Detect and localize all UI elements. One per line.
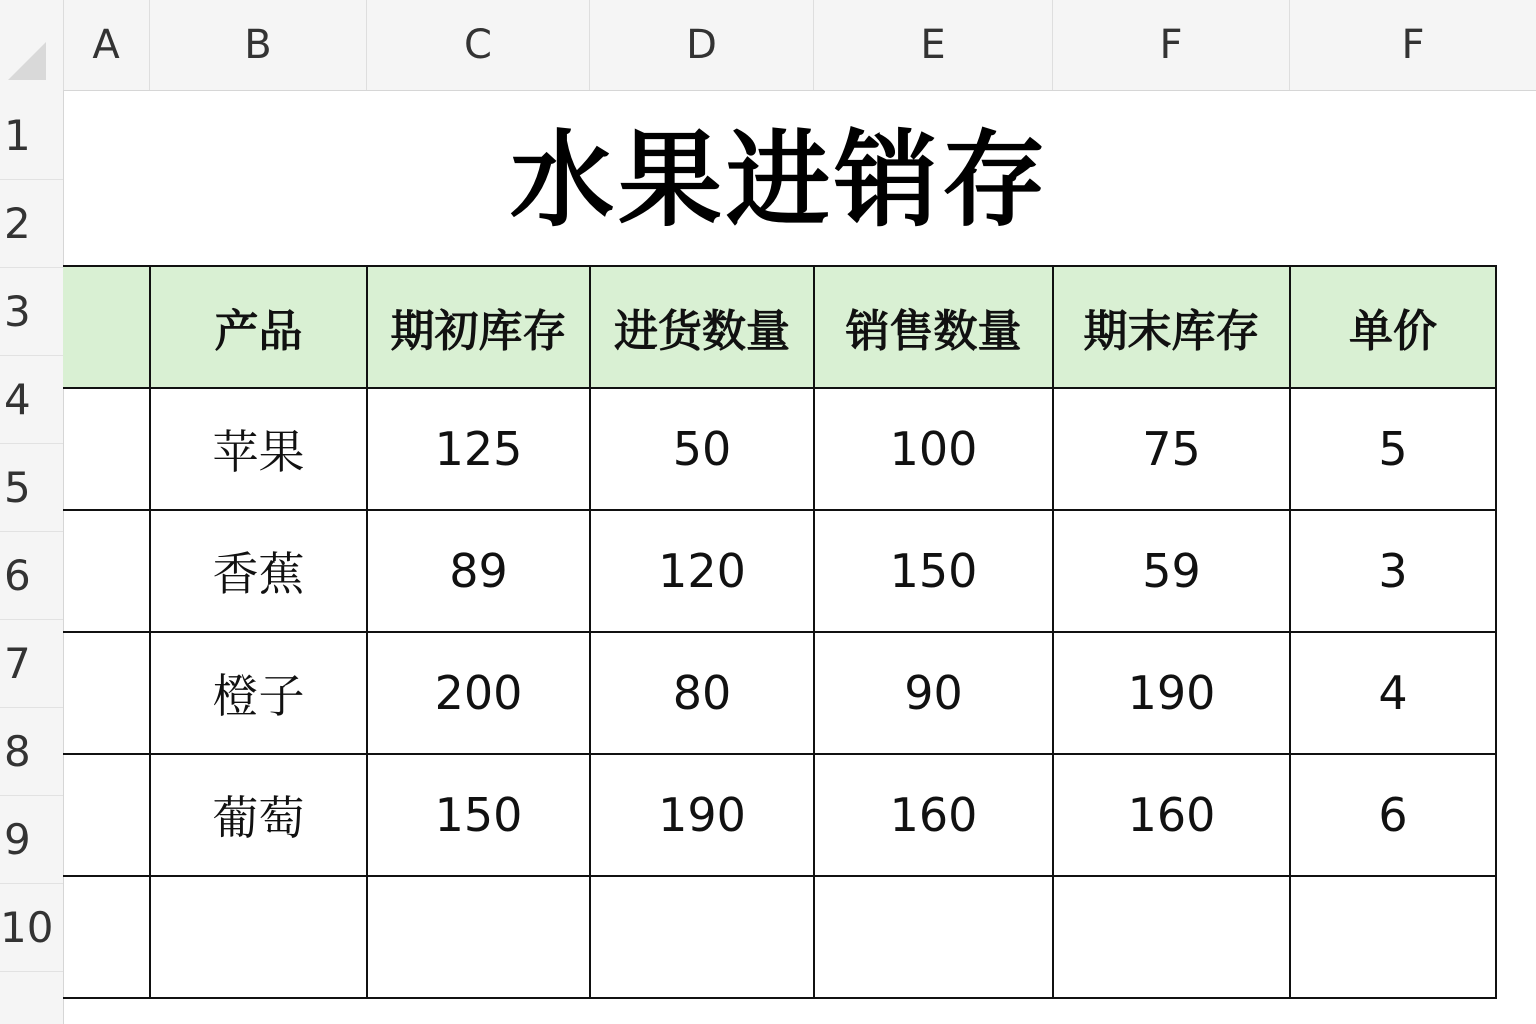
row-header-6[interactable]: 6: [0, 532, 63, 620]
cell[interactable]: 150: [814, 510, 1053, 632]
header-cell-product[interactable]: 产品: [150, 266, 367, 388]
cell[interactable]: 59: [1053, 510, 1290, 632]
cell[interactable]: [63, 632, 150, 754]
cell[interactable]: 6: [1290, 754, 1496, 876]
cell[interactable]: 5: [1290, 388, 1496, 510]
cell[interactable]: 120: [590, 510, 814, 632]
cell[interactable]: 200: [367, 632, 590, 754]
cell[interactable]: 80: [590, 632, 814, 754]
cell[interactable]: [814, 876, 1053, 998]
cell[interactable]: 香蕉: [150, 510, 367, 632]
column-header-e[interactable]: E: [814, 0, 1053, 90]
header-cell-a[interactable]: [63, 266, 150, 388]
select-all-triangle-icon: [8, 42, 46, 80]
select-all-corner[interactable]: [0, 0, 64, 90]
cell[interactable]: [1053, 876, 1290, 998]
row-header-bar: [0, 90, 64, 1024]
cell[interactable]: [63, 388, 150, 510]
cell[interactable]: 3: [1290, 510, 1496, 632]
table-row: [63, 388, 1496, 510]
column-header-d[interactable]: D: [590, 0, 814, 90]
cell[interactable]: 160: [814, 754, 1053, 876]
table-row: [63, 754, 1496, 876]
cell[interactable]: [63, 510, 150, 632]
row-header-8[interactable]: 8: [0, 708, 63, 796]
row-header-7[interactable]: 7: [0, 620, 63, 708]
header-cell-purchase-qty[interactable]: 进货数量: [590, 266, 814, 388]
cell[interactable]: [367, 876, 590, 998]
cell[interactable]: [150, 876, 367, 998]
header-cell-unit-price[interactable]: 单价: [1290, 266, 1496, 388]
row-header-4[interactable]: 4: [0, 356, 63, 444]
cell[interactable]: 90: [814, 632, 1053, 754]
cell[interactable]: [1290, 876, 1496, 998]
cell[interactable]: [63, 754, 150, 876]
header-cell-sales-qty[interactable]: 销售数量: [814, 266, 1053, 388]
column-header-f[interactable]: F: [1053, 0, 1290, 90]
sheet-title-cell[interactable]: 水果进销存: [509, 119, 1050, 241]
column-header-f2[interactable]: F: [1401, 22, 1425, 68]
cell[interactable]: 190: [1053, 632, 1290, 754]
row-header-5[interactable]: 5: [0, 444, 63, 532]
cell[interactable]: 橙子: [150, 632, 367, 754]
cell[interactable]: 75: [1053, 388, 1290, 510]
row-header-10[interactable]: 10: [0, 884, 63, 972]
table-header-row: [63, 266, 1496, 388]
inventory-table: [63, 265, 1497, 999]
cell[interactable]: 125: [367, 388, 590, 510]
table-row: [63, 876, 1496, 998]
cell[interactable]: [63, 876, 150, 998]
cell[interactable]: 4: [1290, 632, 1496, 754]
column-header-b[interactable]: B: [150, 0, 367, 90]
column-header-a[interactable]: A: [63, 0, 150, 90]
table-row: [63, 632, 1496, 754]
table-row: [63, 510, 1496, 632]
cell[interactable]: 150: [367, 754, 590, 876]
row-header-3[interactable]: 3: [0, 268, 63, 356]
column-header-c[interactable]: C: [367, 0, 590, 90]
row-header-9[interactable]: 9: [0, 796, 63, 884]
header-cell-opening-stock[interactable]: 期初库存: [367, 266, 590, 388]
cell[interactable]: 50: [590, 388, 814, 510]
cell[interactable]: 葡萄: [150, 754, 367, 876]
cell[interactable]: 100: [814, 388, 1053, 510]
row-header-2[interactable]: 2: [0, 180, 63, 268]
cell[interactable]: 89: [367, 510, 590, 632]
cell[interactable]: [590, 876, 814, 998]
row-header-1[interactable]: 1: [0, 92, 63, 180]
cell[interactable]: 160: [1053, 754, 1290, 876]
cell[interactable]: 190: [590, 754, 814, 876]
cell[interactable]: 苹果: [150, 388, 367, 510]
header-cell-closing-stock[interactable]: 期末库存: [1053, 266, 1290, 388]
